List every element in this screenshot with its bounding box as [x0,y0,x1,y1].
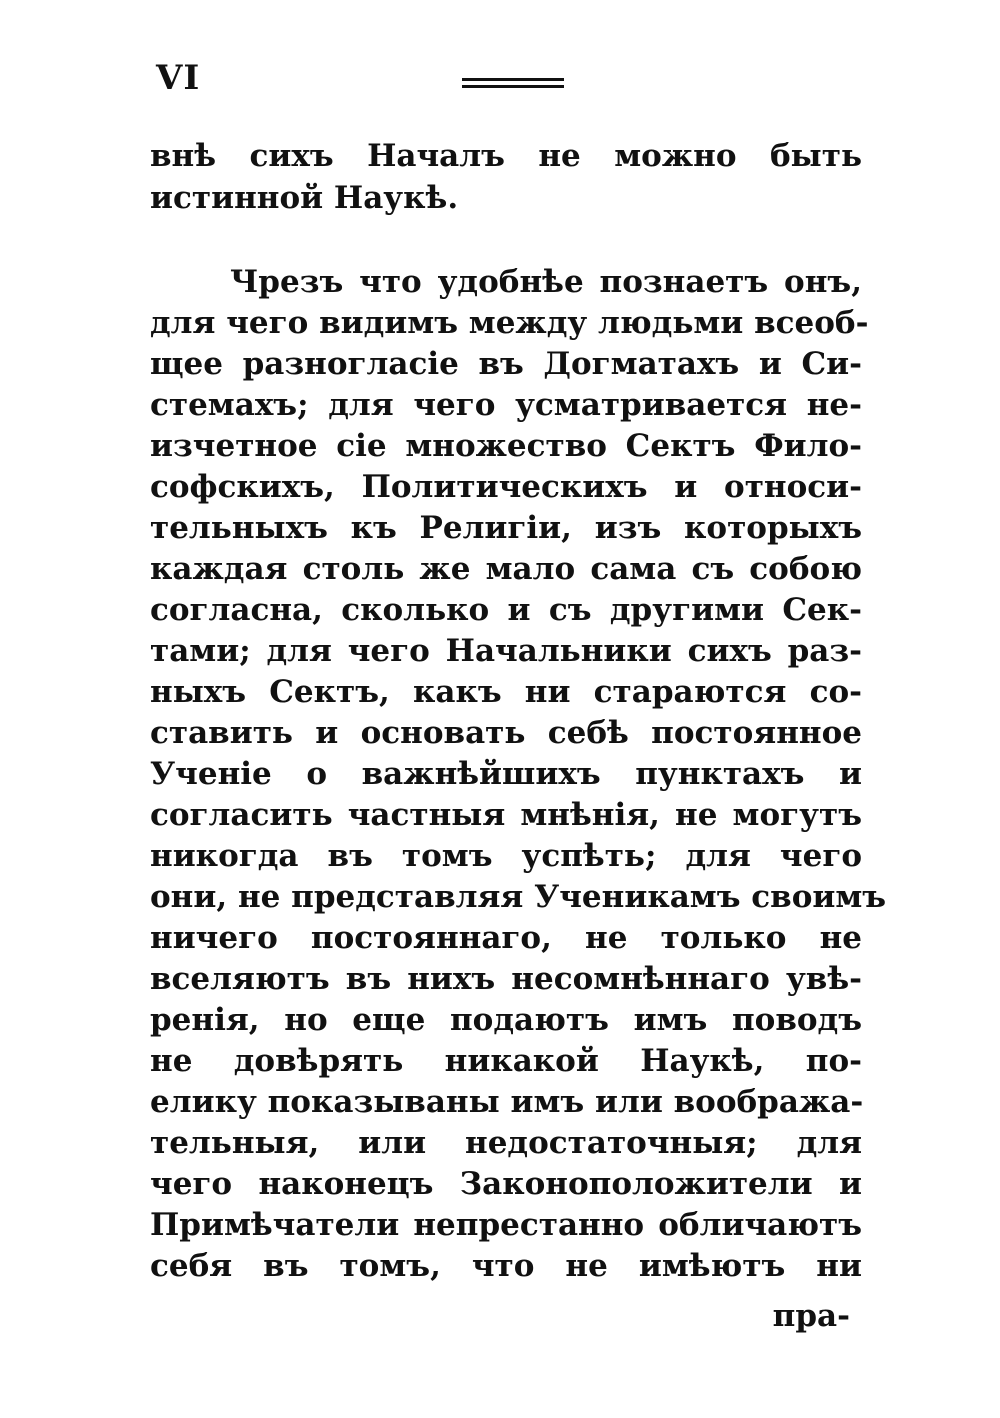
page-number: VI [156,58,201,98]
text-line: ставить и основать себѣ постоянное [150,715,862,751]
text-line: щее разногласіе въ Догматахъ и Си- [150,346,862,382]
text-line: никогда въ томъ успѣть; для чего [150,838,862,874]
text-line: Ученіе о важнѣйшихъ пунктахъ и [150,756,862,792]
text-line: себя въ томъ, что не имѣютъ ни [150,1248,862,1284]
text-line: не довѣрять никакой Наукѣ, по- [150,1043,862,1079]
text-line: согласить частныя мнѣнія, не могутъ [150,797,862,833]
text-line: вселяютъ въ нихъ несомнѣннаго увѣ- [150,961,862,997]
rule-bottom [462,85,564,88]
text-line: Чрезъ что удобнѣе познаетъ онъ, [230,264,862,300]
catchword: пра- [772,1298,850,1334]
text-line: чего наконецъ Законоположители и [150,1166,862,1202]
text-line: для чего видимъ между людьми всеоб- [150,305,869,341]
text-line: ренія, но еще подаютъ имъ поводъ [150,1002,862,1038]
text-line: тами; для чего Начальники сихъ раз- [150,633,862,669]
text-line: ныхъ Сектъ, какъ ни стараются со- [150,674,862,710]
rule-top [462,78,564,81]
text-line: каждая столь же мало сама съ собою [150,551,862,587]
text-line: тельныхъ къ Религіи, изъ которыхъ [150,510,862,546]
text-line: елику показываны имъ или вообража- [150,1084,864,1120]
text-line: изчетное сіе множество Сектъ Фило- [150,428,862,464]
text-line: софскихъ, Политическихъ и относи- [150,469,862,505]
header-double-rule [462,78,564,92]
text-line: они, не представляя Ученикамъ своимъ [150,879,887,915]
text-line: стемахъ; для чего усматривается не- [150,387,862,423]
text-line: Примѣчатели непрестанно обличаютъ [150,1207,862,1243]
text-line: внѣ сихъ Началъ не можно быть [150,138,862,174]
text-line: согласна, сколько и съ другими Сек- [150,592,862,628]
text-line: тельныя, или недостаточныя; для [150,1125,862,1161]
text-line: истинной Наукѣ. [150,180,459,216]
text-line: ничего постояннаго, не только не [150,920,862,956]
